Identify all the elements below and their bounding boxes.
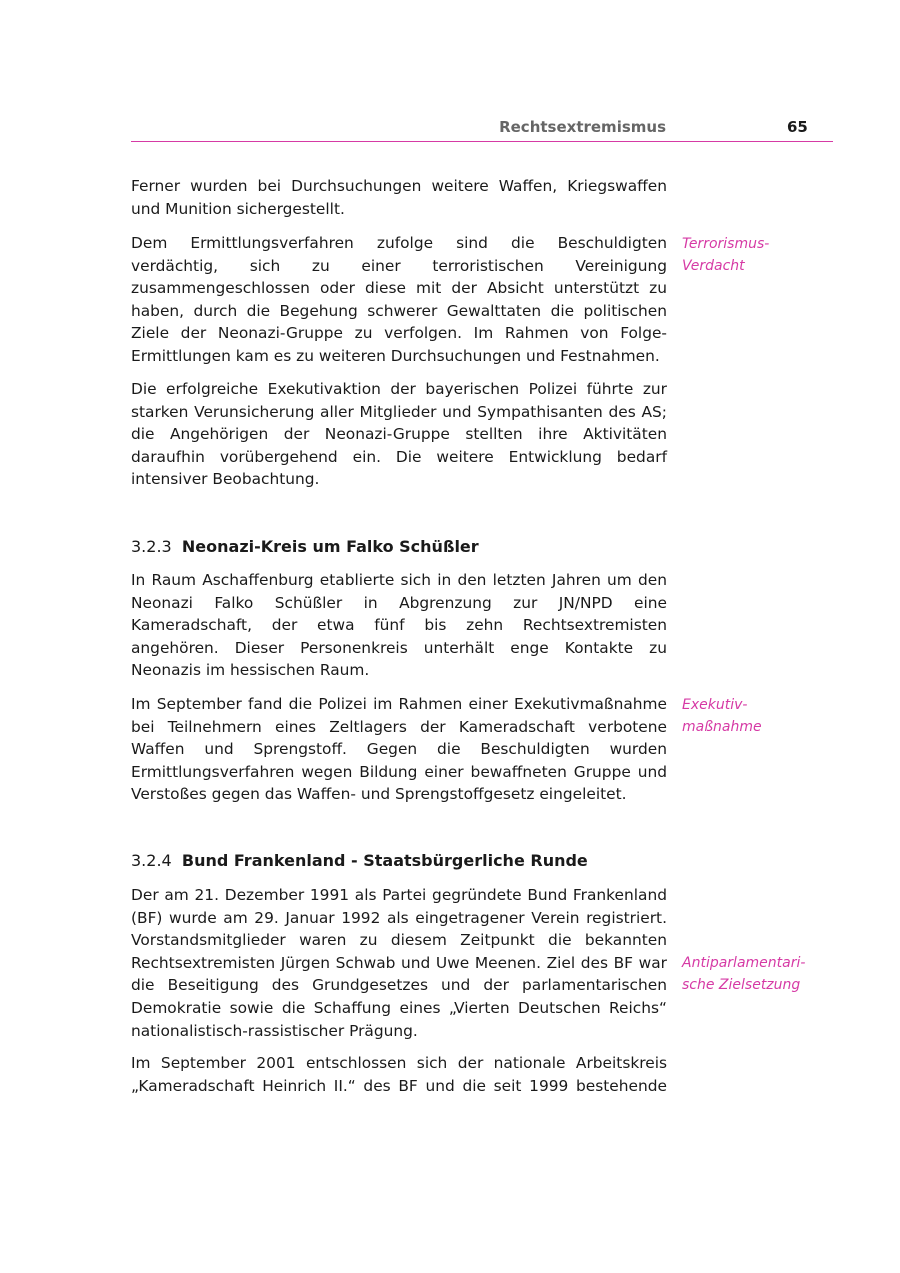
paragraph-text: Dem Ermittlungsverfahren zufolge sind die Beschuldigten verdächtig, sich zu einer terroristischen Vereinigung zusammengeschlossen oder diese mit der Absicht unterstützt zu haben, durch die Begehung schwerer Gewalttaten die politischen Ziele der Neonazi-Gruppe zu verfolgen. Im Rahmen von Folge-Ermittlungen kam es zu weiteren Durchsuchungen und Festnahmen.: [131, 234, 667, 365]
header-rule: [131, 141, 833, 142]
paragraph-text: Im September 2001 entschlossen sich der nationale Arbeitskreis „Kameradschaft Heinrich II.“ des BF und die seit 1999 bestehende: [131, 1054, 667, 1095]
paragraph-text: In Raum Aschaffenburg etablierte sich in den letzten Jahren um den Neonazi Falko Schüßler in Abgrenzung zur JN/NPD eine Kameradschaft, der etwa fünf bis zehn Rechtsextremisten angehören. Dieser Personenkreis unterhält enge Kontakte zu Neonazis im hessischen Raum.: [131, 571, 667, 680]
margin-note-line: maßnahme: [682, 719, 762, 735]
margin-note-line: Terrorismus-: [682, 236, 770, 252]
margin-note-line: Exekutiv-: [682, 697, 748, 713]
paragraph-1: [131, 175, 667, 220]
paragraph-5: [131, 693, 667, 806]
margin-note-line: sche Zielsetzung: [682, 977, 801, 993]
margin-note-terrorismus: [682, 233, 822, 277]
paragraph-text: Ferner wurden bei Durchsuchungen weitere Waffen, Kriegswaffen und Munition sichergestellt.: [131, 177, 667, 218]
margin-note-line: Antiparlamentari-: [682, 955, 806, 971]
paragraph-4: [131, 569, 667, 682]
section-heading-3-2-3: [131, 536, 479, 558]
paragraph-text: Im September fand die Polizei im Rahmen einer Exekutivmaßnahme bei Teilnehmern eines Zeltlagers der Kameradschaft verbotene Waffen und Sprengstoff. Gegen die Beschuldigten wurden Ermittlungsverfahren wegen Bildung einer bewaffneten Gruppe und Verstoßes gegen das Waffen- und Sprengstoffgesetz eingeleitet.: [131, 695, 667, 804]
paragraph-3: [131, 378, 667, 491]
margin-note-antiparlamentarisch: [682, 952, 822, 996]
section-title: Bund Frankenland - Staatsbürgerliche Runde: [181, 851, 588, 870]
margin-note-exekutiv: [682, 694, 822, 738]
paragraph-text: Der am 21. Dezember 1991 als Partei gegründete Bund Frankenland (BF) wurde am 29. Januar 1992 als eingetragener Verein registriert. Vorstandsmitglieder waren zu diesem Zeitpunkt die bekannten Rechtsextremisten Jürgen Schwab und Uwe Meenen. Ziel des BF war die Beseitigung des Grundgesetzes und der parlamentarischen Demokratie sowie die Schaffung eines „Vierten Deutschen Reichs“ nationalistisch-rassistischer Prägung.: [131, 886, 667, 1040]
section-number: 3.2.3: [131, 537, 172, 556]
paragraph-6: [131, 884, 667, 1042]
section-number: 3.2.4: [131, 851, 172, 870]
section-heading-3-2-4: [131, 850, 588, 872]
page-number: 65: [787, 118, 808, 136]
margin-note-line: Verdacht: [682, 258, 745, 274]
section-title: Neonazi-Kreis um Falko Schüßler: [181, 537, 479, 556]
paragraph-2: [131, 232, 667, 368]
paragraph-text: Die erfolgreiche Exekutivaktion der bayerischen Polizei führte zur starken Verunsicherung aller Mitglieder und Sympathisanten des AS; die Angehörigen der Neonazi-Gruppe stellten ihre Aktivitäten daraufhin vorübergehend ein. Die weitere Entwicklung bedarf intensiver Beobachtung.: [131, 380, 667, 489]
running-title: Rechtsextremismus: [499, 118, 666, 136]
paragraph-7: [131, 1052, 667, 1097]
